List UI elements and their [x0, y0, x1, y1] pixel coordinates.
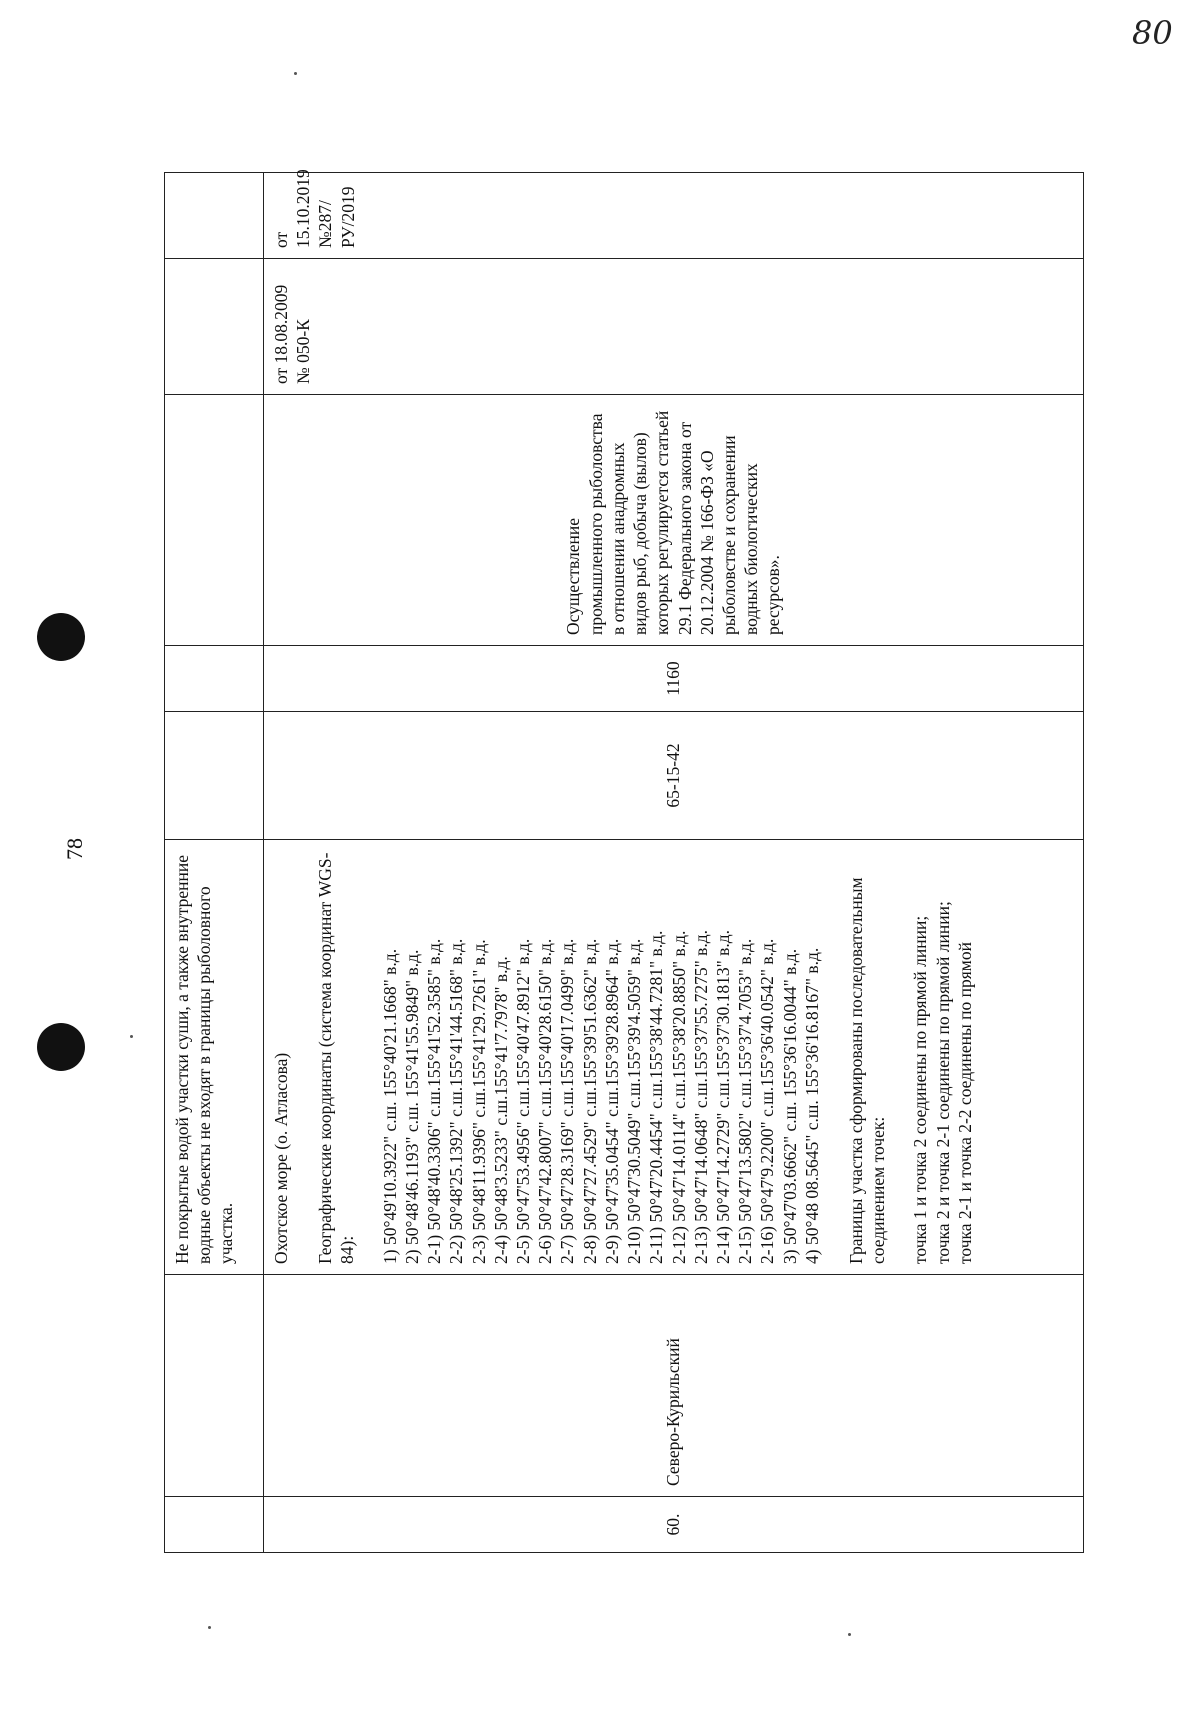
cell-empty: [165, 712, 264, 840]
fishing-area-table: [164, 169, 1084, 1553]
cell-empty: [165, 1497, 264, 1553]
exclusion-note: Не покрытые водой участки суши, а также внутренние водные объекты не входят в границы рыболовного участка.: [172, 855, 237, 1264]
boundary-connection: точка 2-1 и точка 2-2 соединены по прямой: [954, 942, 975, 1264]
coordinate-row: 2-13) 50°47'14.0648" с.ш.155°37'55.7275" в.д.: [690, 929, 711, 1264]
area-size: 1160: [663, 661, 684, 696]
cell-empty: [165, 395, 264, 646]
coordinate-row: 2-3) 50°48'11.9396" с.ш.155°41'29.7261" в.д.: [468, 939, 489, 1264]
boundary-connection: точка 1 и точка 2 соединены по прямой линии;: [910, 915, 931, 1264]
coordinate-row: 2-9) 50°47'35.0454" с.ш.155°39'28.8964" в.д.: [601, 938, 622, 1264]
exclusion-note-cell: [165, 840, 264, 1275]
coordinate-row: 1) 50°49'10.3922" с.ш. 155°40'21.1668" в.д.: [379, 948, 400, 1264]
purpose-cell: [264, 395, 1084, 646]
scan-speck: [294, 72, 297, 75]
coordinate-row: 2-5) 50°47'53.4956" с.ш.155°40'47.8912" в.д.: [512, 938, 533, 1264]
purpose-text: Осуществление промышленного рыболовства в отношении анадромных видов рыб, добыча (вылов) которых регулируется статьей 29.1 Федерального закона от 20.12.2004 № 166-ФЗ «О рыболовстве и сохранении водных биологических ресурсов».: [563, 410, 784, 635]
coordinate-row: 2-7) 50°47'28.3169" с.ш.155°40'17.0499" в.д.: [557, 938, 578, 1264]
cell-empty: [165, 1275, 264, 1497]
punch-hole-top: [37, 613, 85, 661]
coordinate-row: 2-8) 50°47'27.4529" с.ш.155°39'51.6362" в.д.: [579, 938, 600, 1264]
coordinates-title: Географические координаты (система координат WGS-84):: [315, 852, 358, 1264]
description-cell: [264, 840, 1084, 1275]
page-number: 78: [62, 838, 87, 860]
coordinate-row: 2-14) 50°47'14.2729" с.ш.155°37'30.1813" в.д.: [712, 929, 733, 1264]
district-cell: [264, 1275, 1084, 1497]
coordinate-row: 2-15) 50°47'13.5802" с.ш.155°37'4.7053" в.д.: [735, 938, 756, 1264]
code-cell: [264, 712, 1084, 840]
handwritten-page-number: 80: [1132, 14, 1173, 52]
coordinate-row: 2-16) 50°47'9.2200" с.ш.155°36'40.0542" в.д.: [757, 938, 778, 1264]
table-row: [264, 173, 1084, 1553]
coordinate-row: 3) 50°47'03.6662" с.ш. 155°36'16.0044" в.д.: [779, 948, 800, 1264]
agreement-text: от 18.08.2009 № 050-К: [271, 284, 314, 384]
coordinate-row: 2-2) 50°48'25.1392" с.ш.155°41'44.5168" в.д.: [446, 938, 467, 1264]
coordinate-row: 2-6) 50°47'42.8007" с.ш.155°40'28.6150" в.д.: [535, 938, 556, 1264]
coordinate-row: 2-10) 50°47'30.5049" с.ш.155°39'4.5059" в.д.: [624, 938, 645, 1264]
cell-empty: [165, 259, 264, 395]
area-cell: [264, 646, 1084, 712]
coordinate-row: 4) 50°48 08.5645" с.ш. 155°36'16.8167" в.д.: [801, 947, 822, 1264]
boundary-connection: точка 2 и точка 2-1 соединены по прямой линии;: [932, 901, 953, 1264]
reissue-cell: [264, 169, 1084, 259]
scan-speck: [208, 1626, 211, 1629]
coordinate-row: 2-1) 50°48'40.3306" с.ш.155°41'52.3585" в.д.: [424, 938, 445, 1264]
cell-empty: [165, 646, 264, 712]
punch-hole-bottom: [37, 1023, 85, 1071]
scan-speck: [848, 1633, 851, 1636]
sea-name: Охотское море (о. Атласова): [271, 1052, 291, 1264]
boundary-title: Границы участка сформированы последовательным соединением точек:: [846, 877, 889, 1264]
coordinate-row: 2-11) 50°47'20.4454" с.ш.155°38'44.7281" в.д.: [646, 930, 667, 1264]
reissue-text: от 15.10.2019 №287/РУ/2019: [271, 169, 358, 248]
agreement-cell: [264, 259, 1084, 395]
entry-number: 60.: [663, 1513, 684, 1536]
scan-speck: [130, 1035, 133, 1038]
area-code: 65-15-42: [663, 743, 684, 808]
coordinate-list: [379, 850, 823, 1264]
coordinate-row: 2-12) 50°47'14.0114" с.ш.155°38'20.8850" в.д.: [668, 930, 689, 1264]
district-name: Северо-Курильский: [663, 1338, 684, 1486]
coordinate-row: 2) 50°48'46.1193" с.ш. 155°41'55.9849" в.д.: [401, 949, 422, 1264]
entry-number-cell: [264, 1497, 1084, 1553]
coordinate-row: 2-4) 50°48'3.5233" с.ш.155°41'7.7978" в.д.: [490, 956, 511, 1264]
table-row: [165, 173, 264, 1553]
cell-empty: [165, 173, 264, 259]
